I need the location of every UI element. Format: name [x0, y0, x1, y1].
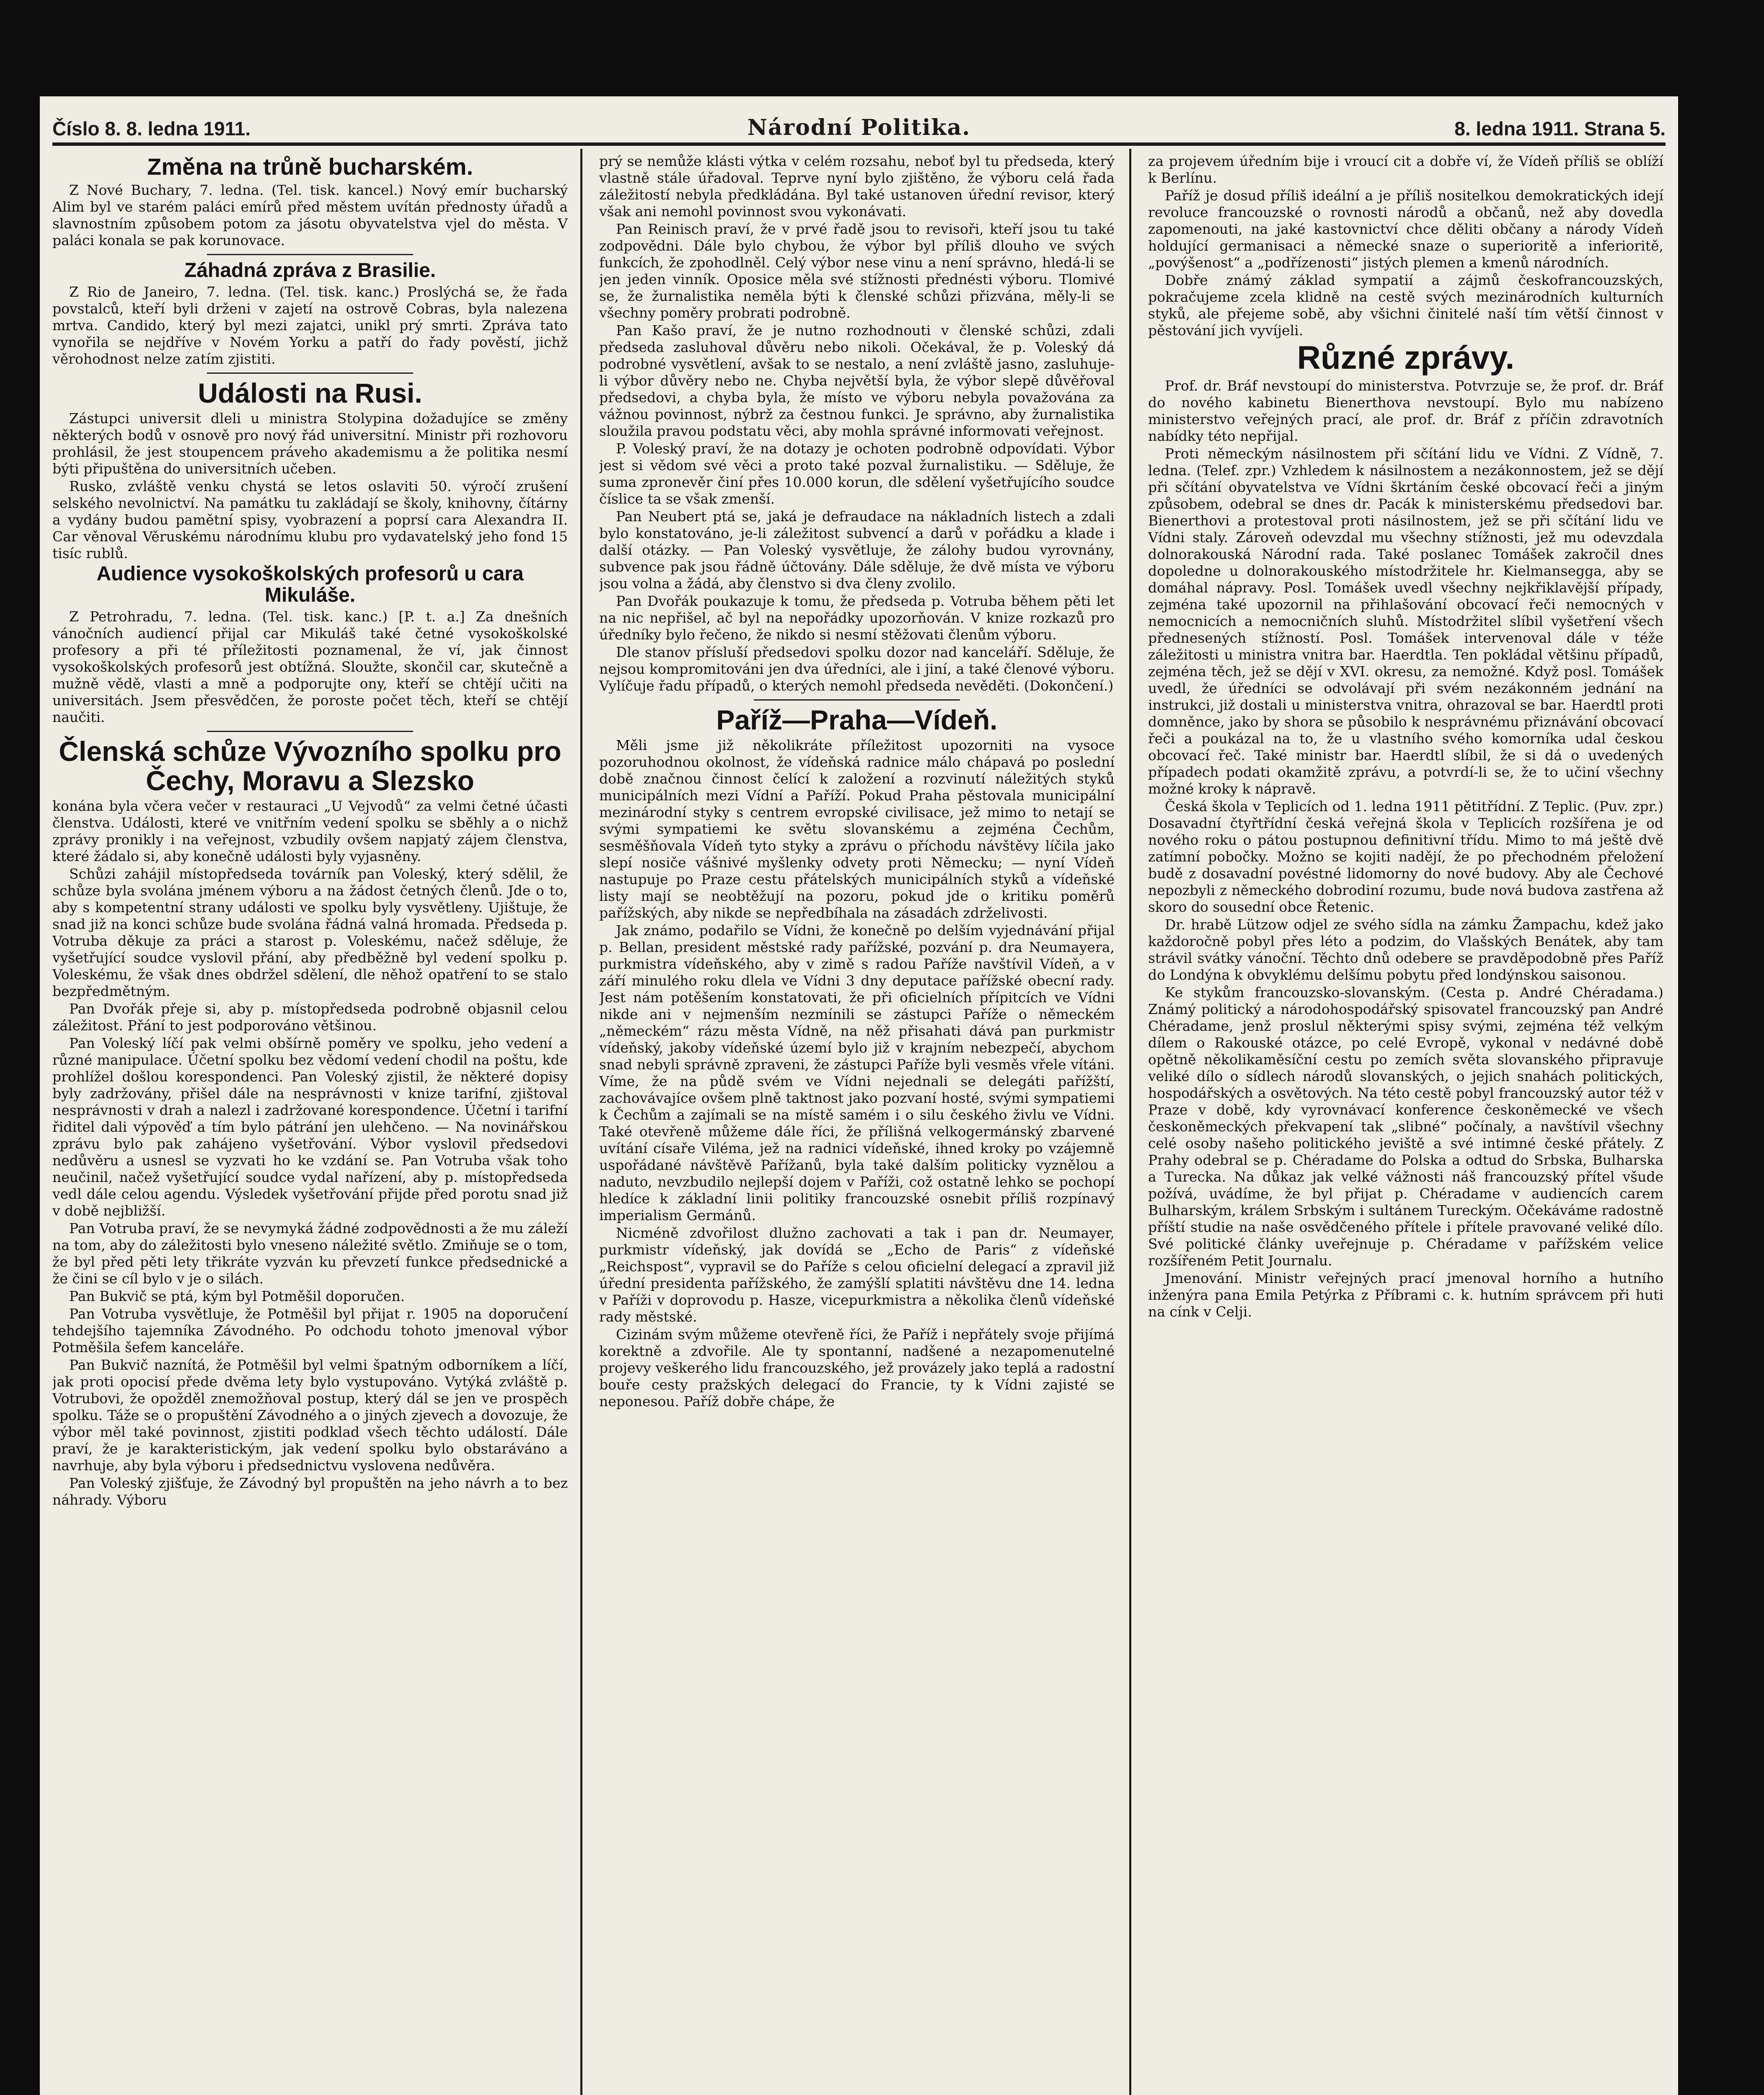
article-paragraph: Pan Dvořák poukazuje k tomu, že předseda p. Votruba během pěti let na nic nepřišel, ač byl na nepořádky upozorňován. V knize rozkazů pro úředníky bylo řečeno, že nikdo si nesmí stěžovati členům výboru.: [599, 593, 1115, 643]
article-paragraph: prý se nemůže klásti výtka v celém rozsahu, neboť byl tu předseda, který vlastně stále úřadoval. Teprve nyní bylo zjištěno, že výboru celá řada záležitostí nebyla předkládána. Byl také ustanoven úřední revisor, který však ani nemohl povinnost svou vykonávati.: [599, 153, 1115, 220]
article-headline: Audience vysokoškolských profesorů u cara Mikuláše.: [96, 563, 524, 606]
article-paragraph: Zástupci universit dleli u ministra Stolypina dožadujíce se změny některých bodů v osnově pro nový řád universitní. Ministr při rozhovoru prohlásil, že jest stoupencem práveho akademismu a že politika nesmí býti připuštěna do universitních učeben.: [52, 410, 568, 477]
article-paragraph: Dobře známý základ sympatií a zájmů českofrancouzských, pokračujeme zcela klidně na cestě svých mezinárodních kulturních styků, ale přejeme sobě, aby všichni činitelé naší tím větší činnost v pěstování jich vyvíjeli.: [1148, 272, 1663, 339]
divider: [207, 731, 413, 732]
page-date-number: 8. ledna 1911. Strana 5.: [1454, 118, 1666, 140]
article-paragraph: Paříž je dosud příliš ideální a je příliš nositelkou demokratických idejí revoluce francouzské o rovnosti národů a občanů, než aby dovedla zapomenouti, na jaké kastovnictví chce děliti občany a národy Vídeň holdující germanisaci a německé snaze o superioritě a inferioritě, „povýšenost“ a „podřízenosti“ jistých plemen a kmenů národních.: [1148, 187, 1663, 271]
article-paragraph: Pan Neubert ptá se, jaká je defraudace na nákladních listech a zdali bylo konstatováno, je-li záležitost subvencí a darů v pořádku a klade i další otázky. — Pan Voleský vysvětluje, že zálohy budou vyrovnány, subvence pak jsou řádně účtovány. Dále sděluje, že dvě místa ve výboru jsou volna a žádá, aby členstvo si dva členy zvolilo.: [599, 508, 1115, 592]
section-headline: Různé zprávy.: [1297, 339, 1515, 376]
article-paragraph: Pan Kašo praví, že je nutno rozhodnouti v členské schůzi, zdali předseda zasluhoval důvěru nebo nikoli. Očekával, že p. Voleský dá podrobné vysvětlení, avšak to se nestalo, a není zvláště jasno, zasluhuje-li výbor důvěry nebo ne. Chyba největší byla, že výbor slepě důvěřoval předsedovi, a chyba byla, že místo ve výboru nebyla považována za vážnou povinnost, nýbrž za čestnou funkci. Je správno, aby žurnalistika sloužila pravou podstatu věci, aby mohla správné informovati veřejnost.: [599, 322, 1115, 439]
column-1: [52, 153, 568, 2095]
article-paragraph: Z Rio de Janeiro, 7. ledna. (Tel. tisk. kanc.) Proslýchá se, že řada povstalců, kteří byli drženi v zajetí na ostrově Cobras, byla nalezena mrtva. Candido, který byl mezi zajatci, unikl prý smrti. Zpráva tato vynořila se nejdříve v Novém Yorku a patří do řady pověstí, jichž věrohodnost nelze zatím zjistiti.: [52, 284, 568, 367]
article-headline: Změna na trůně bucharském.: [147, 153, 473, 180]
divider: [754, 699, 960, 701]
article-paragraph: Jak známo, podařilo se Vídni, že konečně po delším vyjednávání přijal p. Bellan, president městské rady pařížské, pozvání p. dra Neumayera, purkmistra vídeňského, aby v zimě s radou Paříže navštívil Vídeň, a v září minulého roku dlela ve Vídni 3 dny deputace pařížské obecní rady. Jest nám potěšením konstatovati, že při oficielních přípitcích ve Vídni nikde ani v nejmenším nezmínili se zástupci Paříže o německém „německém“ rázu města Vídně, na něž přisahati dává pan purkmistr vídeňský, jakoby vídeňské území bylo již v krajním nebezpečí, abychom snad nebyli správně zpraveni, že zástupci Paříže byli vesměs vřele vítáni. Víme, že na půdě svém ve Vídni nejednali se delegáti pařížští, zachovávajíce ovšem plně taktnost jako pozvaní hosté, svými sympatiemi k Čechům a zajímali se na místě samém i o silu českého živlu ve Vídni. Také otevřeně můžeme dále říci, že přílišná velkogermánský zbarvené uvítání císaře Viléma, jež na radnici vídeňské, ihned kroky po vzájemně uspořádané návštěvě Pařížanů, byla také dalším politicky vyznělou a naduto, nevzbudilo nejlepší dojem v Paříži, což ostatně lehko se pochopí hledíce k základní linii politiky francouzské osnebit příliš rozpínavý imperialism Germánů.: [599, 922, 1115, 1224]
article-headline: Členská schůze Vývozního spolku pro Čechy, Moravu a Slezsko: [59, 736, 561, 796]
divider: [207, 372, 413, 374]
news-item: Prof. dr. Bráf nevstoupí do ministerstva. Potvrzuje se, že prof. dr. Bráf do nového kabinetu Bienerthova nevstoupí. Bylo mu nabízeno ministerstvo veřejných prací, ale prof. dr. Bráf z příčin zdravotních nabídky této nepřijal.: [1148, 377, 1663, 444]
article-paragraph: Nicméně zdvořilost dlužno zachovati a tak i pan dr. Neumayer, purkmistr vídeňský, jak dovídá se „Echo de Paris“ z vídeňské „Reichspost“, vypravil se do Paříže s celou oficielní delegací a zpravil již úřední presidenta pařížského, že zamýšlí splatiti návštěvu dne 14. ledna v Paříži v doprovodu p. Hasze, vicepurkmistra a několika členů vídeňské rady městské.: [599, 1225, 1115, 1325]
article-headline: Záhadná zpráva z Brasilie.: [184, 259, 436, 282]
divider: [207, 254, 413, 255]
news-item: Česká škola v Teplicích od 1. ledna 1911 pětitřídní. Z Teplic. (Puv. zpr.) Dosavadní čtyřtřídní česká veřejná škola v Teplicích rozšířena je od nového roku o pátou postupnou definitivní třídu. Mimo to má ještě dvě zatímní pobočky. Možno se kojiti nadějí, že po přechodném přeložení budě z dosavadní povéstné lidomorny do nové budovy. Aby ale Čechové nepozbyli z německého dobrodiní rozumu, bude nová budova zastřena až skoro do sousední obce Řetenic.: [1148, 798, 1663, 915]
article-paragraph: Pan Dvořák přeje si, aby p. místopředseda podrobně objasnil celou záležitost. Přání to jest podporováno většinou.: [52, 1000, 568, 1034]
masthead-title: Národní Politika.: [747, 115, 971, 140]
column-rule: [1129, 149, 1131, 2095]
article-paragraph: P. Voleský praví, že na dotazy je ochoten podrobně odpovídati. Výbor jest si vědom své věci a proto také pozval žurnalistiku. — Sděluje, že suma zpronevěr činí přes 10.000 korun, dle sdělení vyšetřujícího soudce číslice ta se však zmenší.: [599, 440, 1115, 507]
article-paragraph: Pan Votruba praví, že se nevymyká žádné zodpovědnosti a že mu záleží na tom, aby do záležitosti bylo vneseno náležité světlo. Zmiňuje se o tom, že byl před pěti lety třikráte vyzván ku převzetí funkce předsednické a že čini se cíl bylo v je o silách.: [52, 1220, 568, 1287]
column-rule: [580, 149, 582, 2095]
article-paragraph: Z Petrohradu, 7. ledna. (Tel. tisk. kanc.) [P. t. a.] Za dnešních vánočních audiencí přijal car Mikuláš také četné vysokoškolské profesory a při té příležitosti poznamenal, že ví, jak činnost vysokoškolských profesorů jest obtížná. Sloužte, skončil car, skutečně a mužně vědě, vlasti a mně a podporujte ony, kteří se chtějí učiti na universitách. Jsem přesvědčen, že poroste počet těch, kteří se chtějí naučiti.: [52, 608, 568, 726]
article-headline: Události na Rusi.: [198, 378, 422, 409]
article-paragraph: Rusko, zvláště venku chystá se letos oslaviti 50. výročí zrušení selského nevolnictví. Na památku tu zakládají se školy, knihovny, čítárny a vydány budou pamětní spisy, vyobrazení a poprsí cara Alexandra II. Car věnoval Věruskému národnímu klubu pro vydavatelský jeho fond 15 tisíc rublů.: [52, 478, 568, 562]
article-paragraph: Měli jsme již několikráte příležitost upozorniti na vysoce pozoruhodnou okolnost, že vídeňská radnice málo chápavá po poslední době značnou činnost čelící k založení a rozvinutí náležitých styků municipálních mezi Vídní a Paříží. Pokud Praha pěstovala municipální mezinárodní styky s centrem evropské civilisace, jež mimo to netají se svými sympatiemi ke světu slovanskému a zejména Čechům, sesměšňovala Vídeň tyto styky a zprávu o příchodu návštěvy líčila jako slepí nosiče vášnivé myšlenky odvety proti Německu; — nyní Vídeň nastupuje po Praze cestu přátelských municipálních styků a vídeňské listy mají se neobtěžují na pozoru, pokud jde o kritiku poměrů pařížských, aby nikde se nepředbíhala na zásadách zdrželivosti.: [599, 737, 1115, 921]
article-paragraph: Pan Voleský líčí pak velmi obšírně poměry ve spolku, jeho vedení a různé manipulace. Účetní spolku bez vědomí vedení chodil na poštu, kde prohlížel došlou korespondenci. Pan Voleský zjistil, že některé dopisy byly zadržovány, přišel dále na nesprávnosti v knize tarifní, zjištoval nesprávnosti v drah a nalezl i zadržované korespondence. Účetní i tarifní řiditel dali výpověď a tím bylo pátrání jen ulehčeno. — Na novinářskou zprávu bylo pak zahájeno vyšetřování. Výbor vyslovil předsedovi nedůvěru a usnesl se vyzvati ho ke vzdání se. Pan Votruba však toho neučinil, načež vyšetřující soudce vydal nařízení, aby p. místopředseda vedl dále celou agendu. Výsledek vyšetřování přijde před porotu snad již v době nejbližší.: [52, 1035, 568, 1219]
news-item: Proti německým násilnostem při sčítání lidu ve Vídni. Z Vídně, 7. ledna. (Telef. zpr.) Vzhledem k násilnostem a nezákonnostem, jež se dějí při sčítání obyvatelstva ve Vídni škrtáním české obcovací řeči a jiným způsobem, odebral se dnes dr. Pacák k ministerskému předsedovi bar. Bienerthovi a protestoval proti násilnostem, jež se při sčítání lidu ve Vídni staly. Zároveň odevzdal mu všechny stížnosti, jež mu odevzdala dolnorakouská Národní rada. Také poslanec Tomášek zakročil dnes dopoledne u dolnorakouského místodržitele hr. Kielmansegga, aby se domáhal nápravy. Posl. Tomášek uvedl všechny nejkřiklavější případy, zejména také upozornil na přihlašování obcovací řeči nemocných v nemocnicích a nemocničních sluhů. Místodržitel slíbil vyšetření všech přednesených stížností. Posl. Tomášek intervenoval dále v téže záležitosti u ministra vnitra bar. Haerdtla. Ten pokládal většinu případů, zejména těch, jež se dějí v XVI. okresu, za nemožné. Když posl. Tomášek uvedl, že úředníci se odvolávají při svém nezákonném jednání na instrukci, již dostali u ministerstva vnitra, ohrazoval se bar. Haerdtl proti domněnce, jako by shora se působilo k nesprávnému přiznávání obcovací řeči a poukázal na to, že u vlastního svého komorníka udal českou obcovací řeč. Také ministr bar. Haerdtl slíbil, že si dá o uvedených případech podati okamžitě zprávu, a potvrdí-li se, že to učiní všechny možné kroky k nápravě.: [1148, 445, 1663, 797]
article-paragraph: Pan Bukvič naznítá, že Potměšil byl velmi špatným odborníkem a líčí, jak proti opocisí přede dvěma lety bylo vystupováno. Vytýká zvláště p. Votrubovi, že opožděl znemožňoval postup, který dál se jen ve prospěch spolku. Táže se o propuštění Závodného a o jiných zjevech a dovozuje, že výbor měl také povinnost, zjistiti podklad všech těchto událostí. Dále praví, že je karakteristickým, jak vedení spolku bylo obstaráváno a navrhuje, aby byla výboru i předsednictvu vyslovena nedůvěra.: [52, 1356, 568, 1474]
column-3: [1148, 153, 1663, 2095]
news-item: Ke stykům francouzsko-slovanským. (Cesta p. André Chéradama.) Známý politický a národohospodářský spisovatel francouzský pan André Chéradame, jenž proslul některými spisy svými, zejména též velkým dílem o Rakouské otázce, po celé Evropě, vykonal v nedávné době opětně několikaměsíční cestu po zemích světa slovanského připravuje veliké dílo o sídlech národů slovanských, o jejich snahách politických, hospodářských a osvětových. Na této cestě pobyl francouzský autor též v Praze v době, kdy vyrovnávací konference českoněmecké ve všech českoněmeckých překvapení tak „slibné“ počínaly, a navštívil všechny celé osoby našeho politického jeviště a své intimné české přátely. Z Prahy odebral se p. Chéradame do Polska a odtud do Srbska, Bulharska a Turecka. Na důkaz jak velké vážnosti náš francouzský přítel všude požívá, uvádíme, že byl přijat p. Chéradame v audiencích carem Bulharským, králem Srbským i sultánem Tureckým. Očekáváme radostně příští studie na naše osvědčeného přítele i přítele pravované veliké dílo. Své politické články uveřejnuje p. Chéradame v pařížském velice rozšířeném Petit Journalu.: [1148, 984, 1663, 1269]
article-paragraph: Schůzi zahájil místopředseda továrník pan Voleský, který sdělil, že schůze byla svolána jménem výboru a na žádost četných členů. Jde o to, aby s kompetentní strany události ve spolku byly vysvětleny. Ujištuje, že snad již na konci schůze bude svolána řádná valná hromada. Předseda p. Votruba děkuje za práci a starost p. Voleskému, načež sděluje, že vyšetřující soudce vyslovil přání, aby předběžně byl vedení spolku p. Voleskému, že však dnes obdržel sdělení, dle něhož opatření to se stalo bezpředmětným.: [52, 865, 568, 999]
article-paragraph: Cizinám svým můžeme otevřeně říci, že Paříž i nepřátely svoje přijímá korektně a zdvořile. Ale ty spontanní, nadšené a nezapomenutelné projevy veškerého lidu francouzského, jež provázely jako teplá a radostní bouře cesty pražských delegací do Francie, ty k Vídni zajisté se neponesou. Paříž dobře chápe, že: [599, 1326, 1115, 1410]
article-paragraph: Pan Reinisch praví, že v prvé řadě jsou to revisoři, kteří jsou tu také zodpovědni. Dále bylo chybou, že výbor byl příliš dlouho ve svých funkcích, že zpohodlněl. Celý výbor nese vinu a není správno, hledá-li se jen jeden vinník. Oposice měla své stížnosti přednésti výboru. Tlomivé se, že žurnalistika neměla býti k členské schůzi přizvána, měly-li se všechny poměry probrati podrobně.: [599, 221, 1115, 321]
column-2: [599, 153, 1115, 2095]
article-paragraph: Pan Bukvič se ptá, kým byl Potměšil doporučen.: [69, 1288, 405, 1304]
article-paragraph: konána byla včera večer v restauraci „U Vejvodů“ za velmi četné účasti členstva. Události, které ve vnitřním vedení spolku se sběhly a o nichž zprávy pronikly i na veřejnost, vzbudily ovšem napjatý zájem členstva, které žádalo si, aby konečně události byly vyjasněny.: [52, 797, 568, 864]
article-paragraph: Pan Votruba vysvětluje, že Potměšil byl přijat r. 1905 na doporučení tehdejšího tajemníka Závodného. Po odchodu tohoto jmenoval výbor Potměšila šefem kanceláře.: [52, 1305, 568, 1355]
article-paragraph: Z Nové Buchary, 7. ledna. (Tel. tisk. kancel.) Nový emír bucharský Alim byl ve starém paláci emírů před městem uvítán přednosty úřadů a slavnostním způsobem potom za jásotu obyvatelstva vjel do města. V paláci konala se pak korunovace.: [52, 181, 568, 248]
issue-number: Číslo 8. 8. ledna 1911.: [52, 118, 251, 140]
news-item: Jmenování. Ministr veřejných prací jmenoval horního a hutního inženýra pana Emila Petýrka z Příbrami c. k. hutním správcem při huti na cínk v Celji.: [1148, 1270, 1663, 1320]
article-paragraph: Pan Voleský zjišťuje, že Závodný byl propuštěn na jeho návrh a to bez náhrady. Výboru: [52, 1474, 568, 1508]
article-paragraph: za projevem úředním bije i vroucí cit a dobře ví, že Vídeň příliš se oblíží k Berlínu.: [1148, 153, 1663, 186]
article-paragraph: Dle stanov přísluší předsedovi spolku dozor nad kanceláří. Sděluje, že nejsou kompromitováni jen dva úředníci, ale i jiní, a také členové výboru. Vylíčuje řadu případů, o kterých nemohl předseda nevěděti. (Dokončení.): [599, 644, 1115, 694]
newspaper-page: [40, 96, 1678, 2095]
news-item: Dr. hrabě Lützow odjel ze svého sídla na zámku Žampachu, kdež jako každoročně pobyl přes léto a podzim, do Vlašských Benátek, aby tam strávil svátky vánoční. Těchto dnů odebere se pravděpodobně přes Paříž do Londýna k obvyklému delšímu pobytu před londýnskou saisonou.: [1148, 916, 1663, 983]
page-header: [52, 113, 1666, 146]
article-headline: Paříž—Praha—Vídeň.: [716, 704, 998, 735]
